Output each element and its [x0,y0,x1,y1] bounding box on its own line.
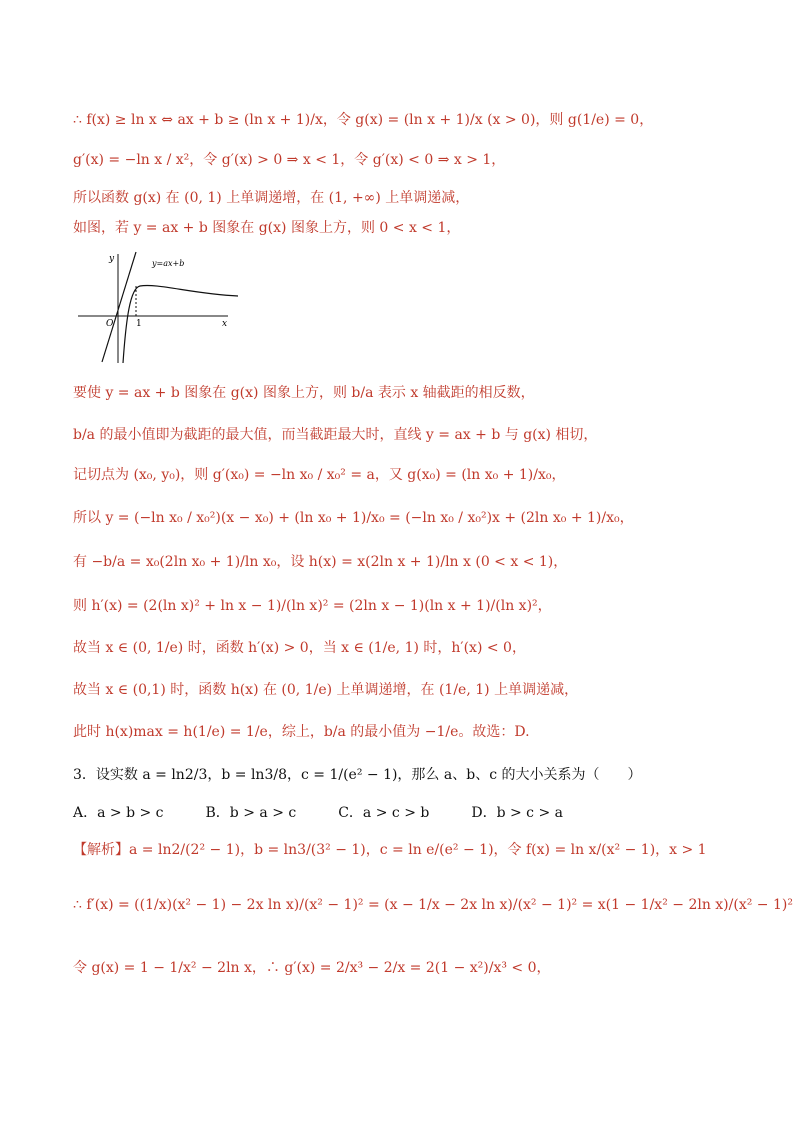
text-line: 故当 x ∈ (0,1) 时，函数 h(x) 在 (0, 1/e) 上单调递增，在 (1/e, 1) 上单调递减， [73,682,579,698]
text-line: 如图，若 y = ax + b 图象在 g(x) 图象上方，则 0 < x < 1， [73,220,461,236]
text-line: 记切点为 (x₀, y₀)，则 g′(x₀) = −ln x₀ / x₀² = a，又 g(x₀) = (ln x₀ + 1)/x₀， [73,467,566,483]
text-line: 3．设实数 a = ln2/3，b = ln3/8，c = 1/(e² − 1)，那么 a、b、c 的大小关系为（ ） [73,767,642,783]
line-label: y=ax+b [152,259,185,268]
text-line: 故当 x ∈ (0, 1/e) 时，函数 h′(x) > 0，当 x ∈ (1/e, 1) 时，h′(x) < 0， [73,640,526,656]
text-line: 令 g(x) = 1 − 1/x² − 2ln x，∴ g′(x) = 2/x³ − 2/x = 2(1 − x²)/x³ < 0， [73,960,551,976]
text-line: ∴ f′(x) = ((1/x)(x² − 1) − 2x ln x)/(x² − 1)² = (x − 1/x − 2x ln x)/(x² − 1)² = x(1 − 1/x² − 2ln x)/(x² − 1)² [73,897,793,913]
text-line: 则 h′(x) = (2(ln x)² + ln x − 1)/(ln x)² = (2ln x − 1)(ln x + 1)/(ln x)²， [73,598,552,614]
text-line: g′(x) = −ln x / x²，令 g′(x) > 0 ⇒ x < 1，令 g′(x) < 0 ⇒ x > 1， [73,152,506,168]
tangent-line [102,252,136,362]
x-label: x [222,319,228,329]
text-line: 此时 h(x)max = h(1/e) = 1/e，综上，b/a 的最小值为 −1/e。故选：D. [73,724,530,740]
text-line: A．a > b > c B．b > a > c C．a > c > b D．b > c > a [73,805,563,821]
y-label: y [109,254,115,264]
one-label: 1 [136,319,142,329]
function-graph [78,250,243,365]
origin-label: O [106,319,114,329]
text-line: 所以函数 g(x) 在 (0, 1) 上单调递增，在 (1, +∞) 上单调递减， [73,190,470,206]
text-line: 有 −b/a = x₀(2ln x₀ + 1)/ln x₀，设 h(x) = x(2ln x + 1)/ln x (0 < x < 1)， [73,554,568,570]
text-line: 【解析】a = ln2/(2² − 1)，b = ln3/(3² − 1)，c = ln e/(e² − 1)，令 f(x) = ln x/(x² − 1)，x > 1 [73,842,707,858]
text-line: ∴ f(x) ≥ ln x ⇔ ax + b ≥ (ln x + 1)/x，令 g(x) = (ln x + 1)/x (x > 0)，则 g(1/e) = 0， [73,112,654,128]
text-line: 所以 y = (−ln x₀ / x₀²)(x − x₀) + (ln x₀ + 1)/x₀ = (−ln x₀ / x₀²)x + (2ln x₀ + 1)/x₀， [73,510,634,526]
text-line: 要使 y = ax + b 图象在 g(x) 图象上方，则 b/a 表示 x 轴截距的相反数， [73,385,535,401]
text-line: b/a 的最小值即为截距的最大值，而当截距最大时，直线 y = ax + b 与 g(x) 相切， [73,427,598,443]
